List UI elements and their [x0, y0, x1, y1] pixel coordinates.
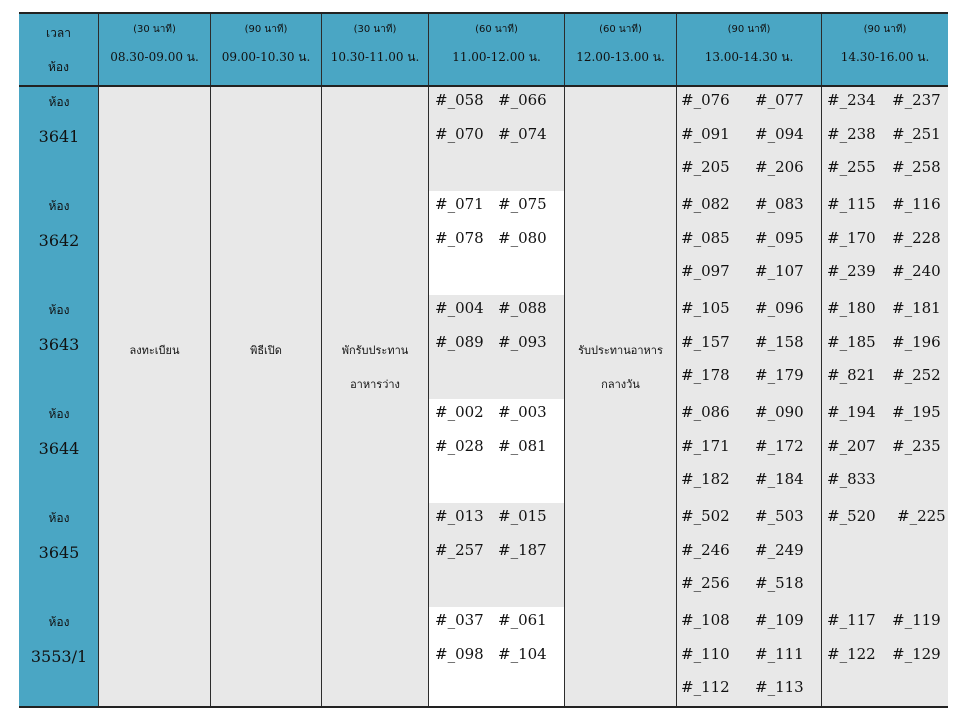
session-code: #_122	[827, 645, 876, 663]
session-1300-cell	[677, 295, 822, 399]
session-1300-cell	[677, 87, 822, 191]
session-code: #_225	[897, 507, 946, 525]
session-1430-cell	[822, 503, 948, 607]
session-code: #_181	[892, 299, 941, 317]
lunch-cell	[565, 87, 677, 706]
slot-duration: (30 นาที)	[133, 24, 176, 35]
session-code: #_004	[435, 299, 484, 317]
lunch-label-line1: รับประทานอาหาร	[578, 344, 663, 357]
session-code: #_013	[435, 507, 484, 525]
session-code: #_185	[827, 333, 876, 351]
session-code: #_074	[498, 125, 547, 143]
opening-cell	[211, 87, 322, 706]
session-1100-cell	[429, 191, 565, 295]
header-corner-cell	[19, 14, 99, 85]
slot-time: 14.30-16.00 น.	[840, 50, 930, 64]
session-code: #_028	[435, 437, 484, 455]
header-room-label: ห้อง	[48, 60, 69, 74]
session-1100-cell	[429, 87, 565, 191]
session-1100-cell	[429, 295, 565, 399]
room-label: ห้อง	[48, 511, 70, 525]
schedule-table	[19, 12, 948, 708]
session-code: #_258	[892, 158, 941, 176]
session-code: #_109	[755, 611, 804, 629]
session-1100-cell	[429, 503, 565, 607]
slot-time: 09.00-10.30 น.	[221, 50, 311, 64]
session-code: #_037	[435, 611, 484, 629]
registration-cell	[99, 87, 211, 706]
header-slot-0900	[211, 14, 322, 85]
session-1100-cell	[429, 399, 565, 503]
session-code: #_097	[681, 262, 730, 280]
session-code: #_113	[755, 678, 804, 696]
session-code: #_095	[755, 229, 804, 247]
session-code: #_246	[681, 541, 730, 559]
session-code: #_104	[498, 645, 547, 663]
registration-label: ลงทะเบียน	[129, 344, 180, 357]
session-code: #_255	[827, 158, 876, 176]
break-cell	[322, 87, 429, 706]
session-code: #_502	[681, 507, 730, 525]
session-code: #_090	[755, 403, 804, 421]
slot-duration: (90 นาที)	[863, 24, 907, 35]
room-number: 3641	[38, 127, 80, 146]
session-code: #_171	[681, 437, 730, 455]
session-code: #_093	[498, 333, 547, 351]
room-number: 3645	[38, 543, 80, 562]
session-code: #_112	[681, 678, 730, 696]
session-1430-cell	[822, 607, 948, 706]
session-1430-cell	[822, 87, 948, 191]
header-time-label: เวลา	[46, 26, 71, 40]
header-slot-0830	[99, 14, 211, 85]
session-code: #_116	[892, 195, 941, 213]
session-code: #_179	[755, 366, 804, 384]
session-code: #_237	[892, 91, 941, 109]
session-code: #_089	[435, 333, 484, 351]
session-code: #_228	[892, 229, 941, 247]
session-code: #_003	[498, 403, 547, 421]
room-label: ห้อง	[48, 615, 70, 629]
session-code: #_129	[892, 645, 941, 663]
session-code: #_235	[892, 437, 941, 455]
session-code: #_239	[827, 262, 876, 280]
session-code: #_182	[681, 470, 730, 488]
slot-time: 08.30-09.00 น.	[110, 50, 199, 64]
header-slot-1100	[429, 14, 565, 85]
session-1300-cell	[677, 191, 822, 295]
header-slot-1200	[565, 14, 677, 85]
session-code: #_111	[755, 645, 804, 663]
session-code: #_061	[498, 611, 547, 629]
session-code: #_158	[755, 333, 804, 351]
room-number: 3643	[38, 335, 80, 354]
session-1430-cell	[822, 295, 948, 399]
session-code: #_194	[827, 403, 876, 421]
session-code: #_503	[755, 507, 804, 525]
session-1430-cell	[822, 399, 948, 503]
room-number: 3642	[38, 231, 80, 250]
break-label-line1: พักรับประทาน	[341, 344, 409, 357]
lunch-label-line2: กลางวัน	[601, 378, 640, 391]
session-code: #_002	[435, 403, 484, 421]
room-column	[19, 87, 99, 706]
session-1300-cell	[677, 607, 822, 706]
session-code: #_094	[755, 125, 804, 143]
session-code: #_015	[498, 507, 547, 525]
session-1300-cell	[677, 399, 822, 503]
session-code: #_157	[681, 333, 730, 351]
session-code: #_238	[827, 125, 876, 143]
break-label-line2: อาหารว่าง	[350, 378, 400, 391]
room-label: ห้อง	[48, 407, 70, 421]
slot-time: 11.00-12.00 น.	[452, 50, 541, 64]
session-code: #_066	[498, 91, 547, 109]
session-code: #_240	[892, 262, 941, 280]
session-code: #_178	[681, 366, 730, 384]
session-code: #_180	[827, 299, 876, 317]
session-code: #_207	[827, 437, 876, 455]
slot-time: 12.00-13.00 น.	[576, 50, 665, 64]
opening-label: พิธีเปิด	[250, 344, 282, 357]
session-code: #_257	[435, 541, 484, 559]
session-code: #_187	[498, 541, 547, 559]
session-code: #_108	[681, 611, 730, 629]
slot-duration: (60 นาที)	[475, 24, 518, 35]
slot-duration: (60 นาที)	[599, 24, 642, 35]
session-code: #_206	[755, 158, 804, 176]
session-code: #_075	[498, 195, 547, 213]
session-code: #_172	[755, 437, 804, 455]
room-label: ห้อง	[48, 95, 70, 109]
session-code: #_518	[755, 574, 804, 592]
session-code: #_070	[435, 125, 484, 143]
session-code: #_088	[498, 299, 547, 317]
session-code: #_196	[892, 333, 941, 351]
session-code: #_249	[755, 541, 804, 559]
session-code: #_119	[892, 611, 941, 629]
session-code: #_833	[827, 470, 876, 488]
room-label: ห้อง	[48, 199, 70, 213]
table-bottom-border	[19, 706, 948, 708]
session-code: #_195	[892, 403, 941, 421]
slot-time: 13.00-14.30 น.	[704, 50, 794, 64]
session-code: #_251	[892, 125, 941, 143]
session-code: #_107	[755, 262, 804, 280]
session-code: #_071	[435, 195, 484, 213]
session-code: #_098	[435, 645, 484, 663]
session-code: #_076	[681, 91, 730, 109]
session-code: #_105	[681, 299, 730, 317]
header-slot-1030	[322, 14, 429, 85]
session-code: #_083	[755, 195, 804, 213]
slot-time: 10.30-11.00 น.	[330, 50, 420, 64]
session-code: #_096	[755, 299, 804, 317]
slot-duration: (90 นาที)	[244, 24, 288, 35]
session-code: #_117	[827, 611, 876, 629]
room-number: 3553/1	[30, 647, 88, 666]
session-code: #_821	[827, 366, 876, 384]
session-1100-cell	[429, 607, 565, 706]
header-slot-1430	[822, 14, 948, 85]
session-code: #_184	[755, 470, 804, 488]
session-code: #_080	[498, 229, 547, 247]
session-code: #_077	[755, 91, 804, 109]
session-code: #_091	[681, 125, 730, 143]
session-code: #_081	[498, 437, 547, 455]
session-code: #_086	[681, 403, 730, 421]
session-code: #_520	[827, 507, 876, 525]
room-label: ห้อง	[48, 303, 70, 317]
session-1430-cell	[822, 191, 948, 295]
session-code: #_085	[681, 229, 730, 247]
session-code: #_110	[681, 645, 730, 663]
slot-duration: (30 นาที)	[353, 24, 397, 35]
session-code: #_058	[435, 91, 484, 109]
room-number: 3644	[38, 439, 80, 458]
session-code: #_234	[827, 91, 876, 109]
header-slot-1300	[677, 14, 822, 85]
session-code: #_170	[827, 229, 876, 247]
session-code: #_078	[435, 229, 484, 247]
session-1300-cell	[677, 503, 822, 607]
session-code: #_252	[892, 366, 941, 384]
session-code: #_205	[681, 158, 730, 176]
session-code: #_115	[827, 195, 876, 213]
session-code: #_256	[681, 574, 730, 592]
session-code: #_082	[681, 195, 730, 213]
slot-duration: (90 นาที)	[727, 24, 771, 35]
